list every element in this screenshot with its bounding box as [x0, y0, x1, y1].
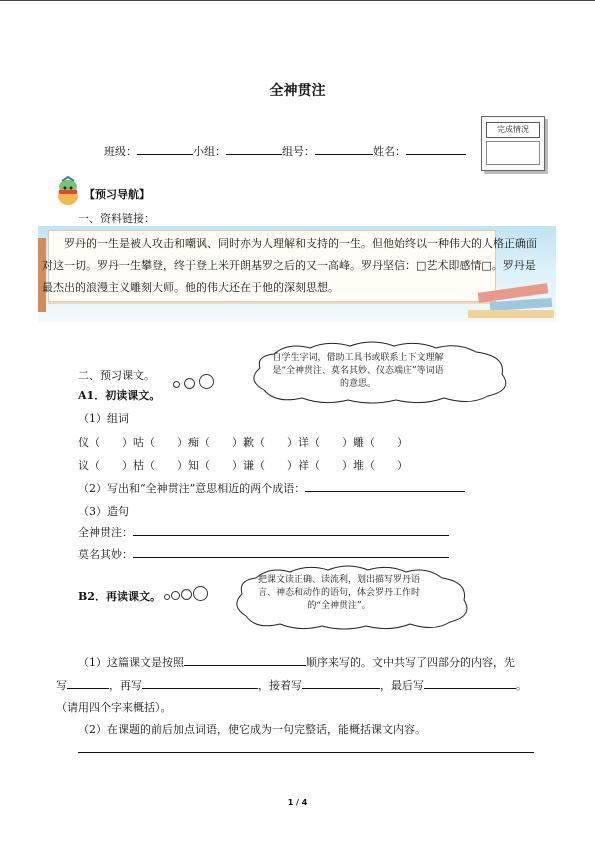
- p1-note: （请用四个字来概括）。: [56, 701, 172, 714]
- completion-box[interactable]: [486, 141, 540, 165]
- cloud-1-text: 自学生字词，借助工具书或联系上下文理解是“全神贯注、莫名其妙、仪态端庄”等词语的意思。: [272, 353, 444, 389]
- p1-blank-1[interactable]: [67, 677, 109, 689]
- bubble-dot-4: [164, 594, 170, 600]
- class-blank[interactable]: [137, 143, 193, 155]
- p1-text-b: 顺序来写的。文中共写了四部分的内容，先: [306, 656, 515, 669]
- p1-text-a: （1）这篇课文是按照: [78, 656, 184, 669]
- bubble-dot-1: [173, 381, 180, 388]
- row1-cell: ）: [397, 436, 408, 449]
- q2-label: （2）写出和“全神贯注”意思相近的两个成语：: [78, 482, 306, 495]
- completion-badge: [481, 116, 545, 171]
- row2-cell: ）堆（: [342, 459, 375, 472]
- row1-cell: ）雕（: [342, 436, 375, 449]
- team-label: 组号：: [282, 145, 315, 158]
- p1-text-c: 写: [56, 679, 67, 692]
- bubble-dot-6: [181, 589, 192, 600]
- q1-label: （1）组词: [78, 412, 129, 425]
- p1-text-e: ，接着写: [258, 679, 302, 692]
- p1-text-f: ，最后写: [380, 679, 424, 692]
- sentence-1-label: 全神贯注：: [78, 526, 133, 539]
- row1-cell: ）歉（: [232, 436, 265, 449]
- group-label: 小组：: [193, 145, 226, 158]
- row1-cell: ）痴（: [177, 436, 210, 449]
- row2-cell: ）: [397, 459, 408, 472]
- book-stack-3: [468, 310, 554, 318]
- page-number: 1 / 4: [287, 798, 308, 807]
- q2-line: [78, 480, 465, 496]
- row2-cell: ）枯（: [122, 459, 155, 472]
- completion-label: 完成情况: [486, 122, 540, 138]
- name-blank[interactable]: [406, 143, 466, 155]
- resource-text: 罗丹的一生是被人攻击和嘲讽、同时亦为人理解和支持的一生。但他始终以一种伟大的人格正确面对这一切。罗丹一生攀登，终于登上米开朗基罗之后的又一高峰。罗丹坚信：□艺术即感情□。罗丹是最杰出的浪漫主义雕刻大师。他的伟大还在于他的深刻思想。: [42, 237, 537, 294]
- name-label: 姓名：: [373, 145, 406, 158]
- word-row-1: [78, 434, 478, 450]
- p1-line-1: [78, 654, 558, 670]
- sentence-2: [78, 546, 449, 562]
- p1-text-g: 。: [516, 679, 527, 692]
- row2-cell: ）谦（: [232, 459, 265, 472]
- mascot-icon: [56, 176, 80, 206]
- group-blank[interactable]: [226, 143, 282, 155]
- sentence-2-label: 莫名其妙：: [78, 548, 133, 561]
- class-label: 班级：: [104, 145, 137, 158]
- p1-blank-4[interactable]: [424, 677, 516, 689]
- resource-heading: 一、资料链接：: [78, 212, 155, 225]
- word-row-2: [78, 457, 478, 473]
- bubble-dot-3: [199, 374, 214, 389]
- student-info-line: [104, 143, 466, 159]
- q2-blank[interactable]: [305, 480, 465, 492]
- a1-heading: A1．初读课文。: [78, 389, 161, 402]
- bubble-dot-5: [171, 591, 180, 600]
- row2-cell: ）祥（: [287, 459, 320, 472]
- q3-label: （3）造句: [78, 505, 129, 518]
- bubble-dot-7: [193, 586, 208, 601]
- b2-heading: B2．再读课文。: [78, 590, 161, 603]
- section-2-heading: 二、预习课文。: [78, 369, 155, 382]
- row1-cell: ）咕（: [122, 436, 155, 449]
- p1-text-d: ，再写: [109, 679, 142, 692]
- p1-blank-2[interactable]: [142, 677, 258, 689]
- row1-cell: ）详（: [287, 436, 320, 449]
- top-rule: [0, 0, 595, 1]
- nav-heading: 【预习导航】: [84, 188, 150, 201]
- row2-cell: ）知（: [177, 459, 210, 472]
- row2-cell: 议（: [78, 459, 100, 472]
- team-blank[interactable]: [315, 143, 373, 155]
- p2-answer-line[interactable]: [78, 752, 534, 753]
- bubble-dot-2: [184, 378, 195, 389]
- sentence-2-blank[interactable]: [133, 546, 449, 558]
- p1-blank-3[interactable]: [302, 677, 380, 689]
- p1-line-2: [56, 677, 556, 693]
- row1-cell: 仪（: [78, 436, 100, 449]
- p2-text: （2）在课题的前后加点词语，使它成为一句完整话，能概括课文内容。: [78, 723, 426, 736]
- sentence-1-blank[interactable]: [133, 524, 449, 536]
- p1-blank-order[interactable]: [184, 654, 306, 666]
- page-title: 全神贯注: [269, 83, 326, 99]
- cloud-2-text: 把课文读正确、读流利，划出描写罗丹语言、神态和动作的语句，体会罗丹工作时的“全神贯注”。: [257, 575, 420, 611]
- sentence-1: [78, 524, 449, 540]
